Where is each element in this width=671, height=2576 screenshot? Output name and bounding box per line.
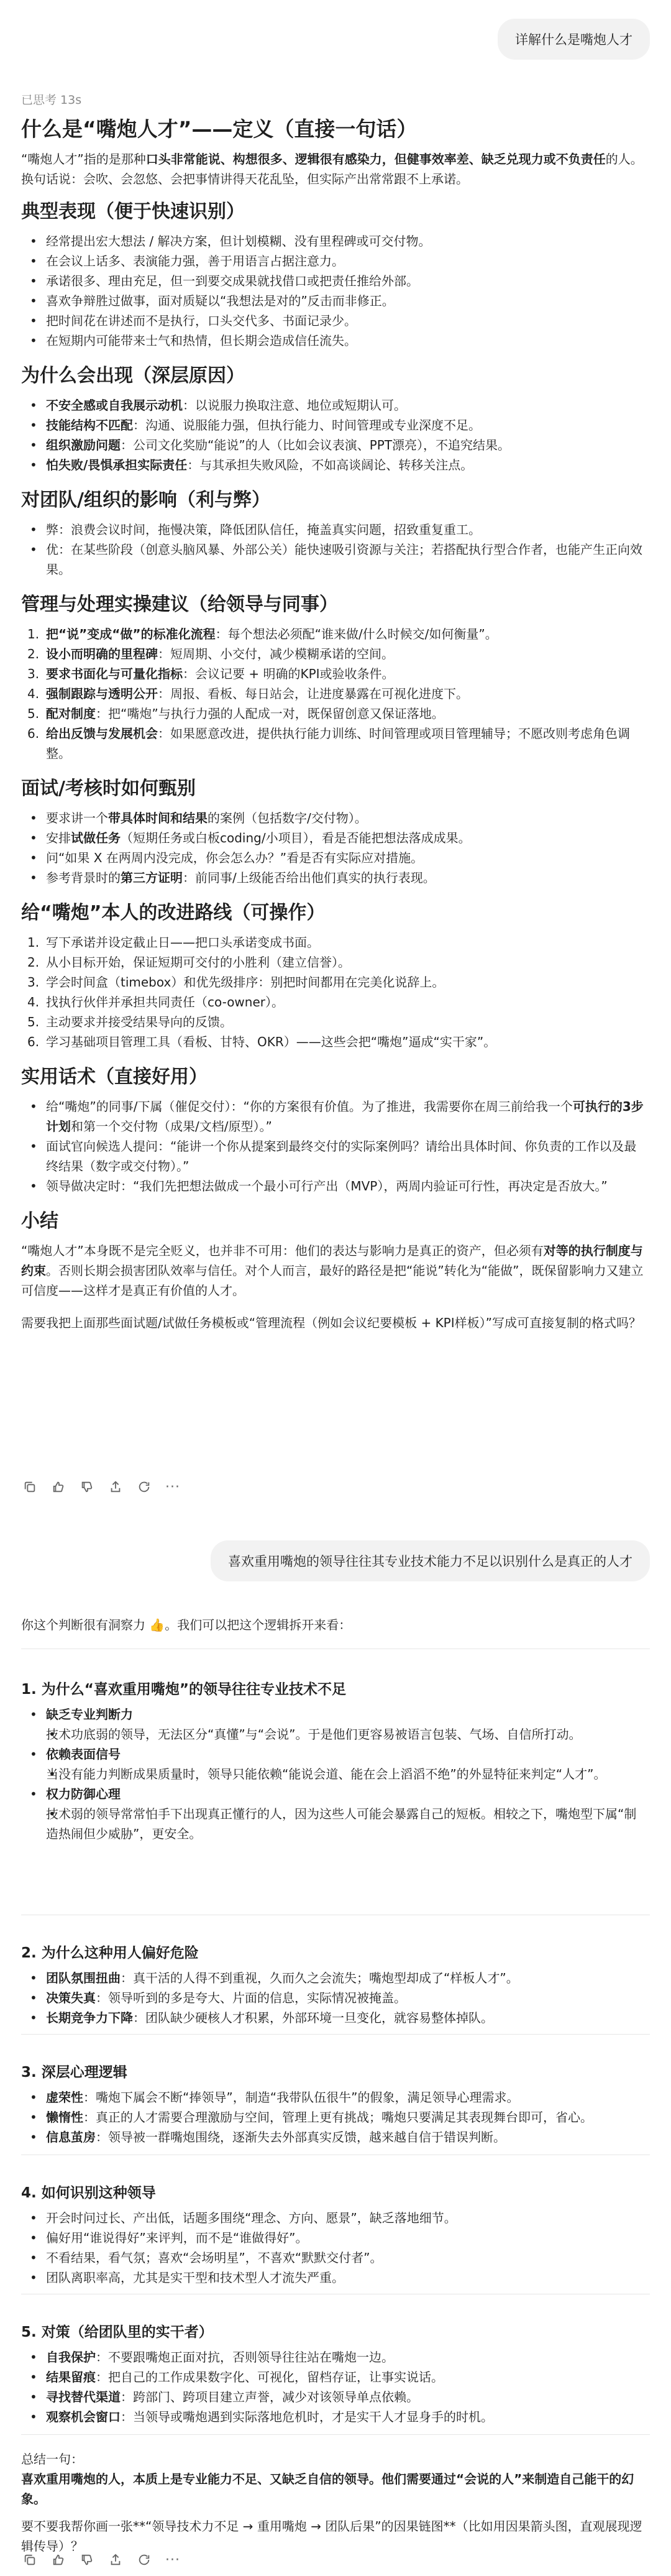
section-3 <box>21 2063 649 2147</box>
reason-list <box>21 1744 649 1764</box>
followup-question: 需要我把上面那些面试题/试做任务模板或“管理流程（例如会议纪要模板 + KPI样板）”写成可直接复制的格式吗？ <box>21 1315 642 1330</box>
list-item: 4. 找执行伙伴并承担共同责任（co-owner）。 <box>27 995 284 1010</box>
assistant-answer-1 <box>21 114 649 1333</box>
list-item: • 领导做决定时：“我们先把想法做成一个最小可行产出（MVP），两周内验证可行性，再决定是否放大。” <box>21 1176 649 1196</box>
reason-list <box>21 1784 649 1804</box>
improvement-list <box>21 932 649 1052</box>
list-item: • 优：在某些阶段（创意头脑风暴、外部公关）能快速吸引资源与关注；若搭配执行型合作者，也能产生正向效果。 <box>21 540 649 579</box>
section-heading: 小结 <box>21 1210 58 1232</box>
list-item: • 依赖表面信号 <box>21 1744 649 1764</box>
list-item: • 决策失真：领导听到的多是夸大、片面的信息，实际情况被掩盖。 <box>21 1988 649 2008</box>
list-item: 6. 给出反馈与发展机会：如果愿意改进，提供执行能力训练、时间管理或项目管理辅导；不愿改则考虑角色调整。 <box>27 726 630 761</box>
identify-list <box>21 2208 649 2288</box>
list-item: • 问“如果 X 在两周内没完成，你会怎么办？”看是否有实际应对措施。 <box>21 848 649 868</box>
list-item: 5. 配对制度：把“嘴炮”与执行力强的人配成一对，既保留创意又保证落地。 <box>27 706 444 721</box>
list-item: • 喜欢争辩胜过做事，面对质疑以“我想法是对的”反击而非修正。 <box>21 291 649 311</box>
section-heading: 1. 为什么“喜欢重用嘴炮”的领导往往专业技术不足 <box>21 1681 346 1698</box>
list-item: 2. 从小目标开始，保证短期可交付的小胜利（建立信誉）。 <box>27 955 350 970</box>
list-item: • 结果留痕：把自己的工作成果数字化、可视化，留档存证，让事实说话。 <box>21 2367 649 2387</box>
management-list <box>21 624 649 763</box>
list-item-detail: • 当没有能力判断成果质量时，领导只能依赖“能说会道、能在会上滔滔不绝”的外显特征来判定“人才”。 <box>21 1764 649 1784</box>
list-item: • 懒惰性：真正的人才需要合理激励与空间，管理上更有挑战；嘴炮只要满足其表现舞台即可，省心。 <box>21 2107 649 2127</box>
thumbs-up-icon[interactable] <box>51 1479 66 1494</box>
copy-icon[interactable] <box>22 2552 37 2567</box>
section-heading: 管理与处理实操建议（给领导与同事） <box>21 594 338 615</box>
list-item: • 把时间花在讲述而不是执行，口头交代多、书面记录少。 <box>21 311 649 331</box>
list-item: • 自我保护：不要跟嘴炮正面对抗，否则领导往往站在嘴炮一边。 <box>21 2347 649 2367</box>
list-item-detail: • 技术弱的领导常常怕手下出现真正懂行的人，因为这些人可能会暴露自己的短板。相较之下，嘴炮型下属“制造热闹但少威胁”，更安全。 <box>21 1804 649 1844</box>
message-actions-1 <box>22 1479 180 1494</box>
thumbs-down-icon[interactable] <box>80 2552 94 2567</box>
list-item: 3. 要求书面化与可量化指标：会议记要 + 明确的KPI或验收条件。 <box>27 666 395 681</box>
conclusion-heading: 总结一句： <box>21 2452 83 2467</box>
list-item: • 经常提出宏大想法 / 解决方案，但计划模糊、没有里程碑或可交付物。 <box>21 231 649 251</box>
more-icon[interactable]: ··· <box>165 1479 180 1495</box>
assistant-answer-2 <box>21 1615 649 1635</box>
list-item: • 团队氛围扭曲：真干活的人得不到重视，久而久之会流失；嘴炮型却成了“样板人才”。 <box>21 1968 649 1988</box>
list-item: • 在短期内可能带来士气和热情，但长期会造成信任流失。 <box>21 331 649 351</box>
list-item: • 虚荣性：嘴炮下属会不断“捧领导”，制造“我带队伍很牛”的假象，满足领导心理需求。 <box>21 2087 649 2107</box>
section-2 <box>21 1943 649 2028</box>
section-heading: 给“嘴炮”本人的改进路线（可操作） <box>21 902 326 924</box>
list-item: • 面试官向候选人提问：“能讲一个你从提案到最终交付的实际案例吗？请给出具体时间、你负责的工作以及最终结果（数字或交付物）。” <box>21 1136 649 1176</box>
user-message-1 <box>498 19 650 60</box>
list-item: • 承诺很多、理由充足，但一到要交成果就找借口或把责任推给外部。 <box>21 271 649 291</box>
list-item: • 在会议上话多、表演能力强，善于用语言占据注意力。 <box>21 251 649 271</box>
thumbs-down-icon[interactable] <box>80 1479 94 1494</box>
sub-list <box>21 1724 649 1744</box>
answer-title: 什么是“嘴炮人才”——定义（直接一句话） <box>21 117 418 141</box>
user-message-text: 喜欢重用嘴炮的领导往往其专业技术能力不足以识别什么是真正的人才 <box>228 1554 632 1569</box>
list-item: • 寻找替代渠道：跨部门、跨项目建立声誉，减少对该领导单点依赖。 <box>21 2387 649 2407</box>
section-heading: 4. 如何识别这种领导 <box>21 2185 156 2201</box>
share-icon[interactable] <box>108 2552 123 2567</box>
danger-list <box>21 1968 649 2028</box>
list-item: • 给“嘴炮”的同事/下属（催促交付）：“你的方案很有价值。为了推进，我需要你在周三前给我一个可执行的3步计划和第一个交付物（成果/文档/原型）。” <box>21 1097 649 1136</box>
section-1 <box>21 1680 649 1844</box>
section-heading: 为什么会出现（深层原因） <box>21 365 245 387</box>
answer-intro: 你这个判断很有洞察力 👍。我们可以把这个逻辑拆开来看： <box>21 1617 352 1632</box>
regenerate-icon[interactable] <box>137 1479 152 1494</box>
list-item: • 组织激励问题：公司文化奖励“能说”的人（比如会议表演、PPT漂亮），不追究结果。 <box>21 435 649 455</box>
thumbs-up-icon[interactable] <box>51 2552 66 2567</box>
share-icon[interactable] <box>108 1479 123 1494</box>
list-item: • 要求讲一个带具体时间和结果的案例（包括数字/交付物）。 <box>21 808 649 828</box>
thinking-duration[interactable]: 已思考 13s <box>21 93 82 107</box>
conclusion-statement: 喜欢重用嘴炮的人，本质上是专业能力不足、又缺乏自信的领导。他们需要通过“会说的人”来制造自己能干的幻象。 <box>21 2472 634 2506</box>
section-heading: 典型表现（便于快速识别） <box>21 201 245 223</box>
list-item: 6. 学习基础项目管理工具（看板、甘特、OKR）——这些会把“嘴炮”逼成“实干家”。 <box>27 1034 496 1049</box>
user-message-text: 详解什么是嘴炮人才 <box>515 32 632 47</box>
section-heading: 2. 为什么这种用人偏好危险 <box>21 1945 199 1961</box>
cause-list <box>21 395 649 475</box>
psychology-list <box>21 2087 649 2147</box>
script-list <box>21 1097 649 1196</box>
section-heading: 对团队/组织的影响（利与弊） <box>21 489 270 511</box>
sub-list <box>21 1764 649 1784</box>
list-item: 3. 学会时间盒（timebox）和优先级排序：别把时间都用在完美化说辞上。 <box>27 975 445 990</box>
conclusion <box>21 2449 649 2556</box>
definition-paragraph: “嘴炮人才”指的是那种口头非常能说、构想很多、逻辑很有感染力，但健事效率差、缺乏兑现力或不负责任的人。换句话说：会吹、会忽悠、会把事情讲得天花乱坠，但实际产出常常跟不上承诺。 <box>21 152 643 186</box>
section-4 <box>21 2183 649 2288</box>
list-item: • 长期竞争力下降：团队缺少硬核人才积累，外部环境一旦变化，就容易整体掉队。 <box>21 2008 649 2028</box>
list-item: • 参考背景时的第三方证明：前同事/上级能否给出他们真实的执行表现。 <box>21 868 649 888</box>
user-message-2 <box>211 1540 650 1581</box>
list-item: • 偏好用“谁说得好”来评判，而不是“谁做得好”。 <box>21 2228 649 2248</box>
list-item: • 弊：浪费会议时间，拖慢决策，降低团队信任，掩盖真实问题，招致重复重工。 <box>21 520 649 540</box>
section-heading: 实用话术（直接好用） <box>21 1066 208 1088</box>
strategy-list <box>21 2347 649 2427</box>
section-heading: 5. 对策（给团队里的实干者） <box>21 2324 213 2340</box>
more-icon[interactable]: ··· <box>165 2552 180 2568</box>
sub-list <box>21 1804 649 1844</box>
impact-list <box>21 520 649 579</box>
list-item: • 权力防御心理 <box>21 1784 649 1804</box>
list-item: 5. 主动要求并接受结果导向的反馈。 <box>27 1014 232 1029</box>
regenerate-icon[interactable] <box>137 2552 152 2567</box>
list-item: • 不安全感或自我展示动机：以说服力换取注意、地位或短期认可。 <box>21 395 649 415</box>
list-item: • 技能结构不匹配：沟通、说服能力强，但执行能力、时间管理或专业深度不足。 <box>21 415 649 435</box>
message-actions-2 <box>22 2552 180 2567</box>
followup-question: 要不要我帮你画一张**“领导技术力不足 → 重用嘴炮 → 团队后果”的因果链图**（比如用因果箭头图，直观展现逻辑传导）？ <box>21 2519 642 2554</box>
list-item: • 不看结果，看气氛；喜欢“会场明星”，不喜欢“默默交付者”。 <box>21 2248 649 2268</box>
reason-list <box>21 1704 649 1724</box>
list-item: 2. 设小而明确的里程碑：短周期、小交付，减少模糊承诺的空间。 <box>27 646 394 661</box>
list-item: • 怕失败/畏惧承担实际责任：与其承担失败风险，不如高谈阔论、转移关注点。 <box>21 455 649 475</box>
section-heading: 面试/考核时如何甄别 <box>21 778 196 799</box>
divider <box>21 2434 650 2435</box>
section-heading: 3. 深层心理逻辑 <box>21 2064 127 2081</box>
list-item: • 缺乏专业判断力 <box>21 1704 649 1724</box>
copy-icon[interactable] <box>22 1479 37 1494</box>
list-item: • 团队离职率高，尤其是实干型和技术型人才流失严重。 <box>21 2268 649 2288</box>
list-item: • 开会时问过长、产出低，话题多围绕“理念、方向、愿景”，缺乏落地细节。 <box>21 2208 649 2228</box>
behavior-list <box>21 231 649 351</box>
list-item: 4. 强制跟踪与透明公开：周报、看板、每日站会，让进度暴露在可视化进度下。 <box>27 686 468 701</box>
divider <box>21 2034 650 2035</box>
summary-paragraph: “嘴炮人才”本身既不是完全贬义，也并非不可用：他们的表达与影响力是真正的资产，但必须有对等的执行制度与约束。否则长期会损害团队效率与信任。对个人而言，最好的路径是把“能说”转化为“能做”，既保留影响力又建立可信度——这样才是真正有价值的人才。 <box>21 1243 644 1298</box>
list-item: • 安排试做任务（短期任务或白板coding/小项目），看是否能把想法落成成果。 <box>21 828 649 848</box>
list-item: 1. 把“说”变成“做”的标准化流程：每个想法必须配“谁来做/什么时候交/如何衡量”。 <box>27 627 498 642</box>
list-item: • 信息茧房：领导被一群嘴炮围绕，逐渐失去外部真实反馈，越来越自信于错误判断。 <box>21 2127 649 2147</box>
list-item: 1. 写下承诺并设定截止日——把口头承诺变成书面。 <box>27 935 319 950</box>
section-5 <box>21 2322 649 2427</box>
interview-list <box>21 808 649 888</box>
list-item: • 观察机会窗口：当领导或嘴炮遇到实际落地危机时，才是实干人才显身手的时机。 <box>21 2407 649 2427</box>
list-item-detail: • 技术功底弱的领导，无法区分“真懂”与“会说”。于是他们更容易被语言包装、气场、自信所打动。 <box>21 1724 649 1744</box>
